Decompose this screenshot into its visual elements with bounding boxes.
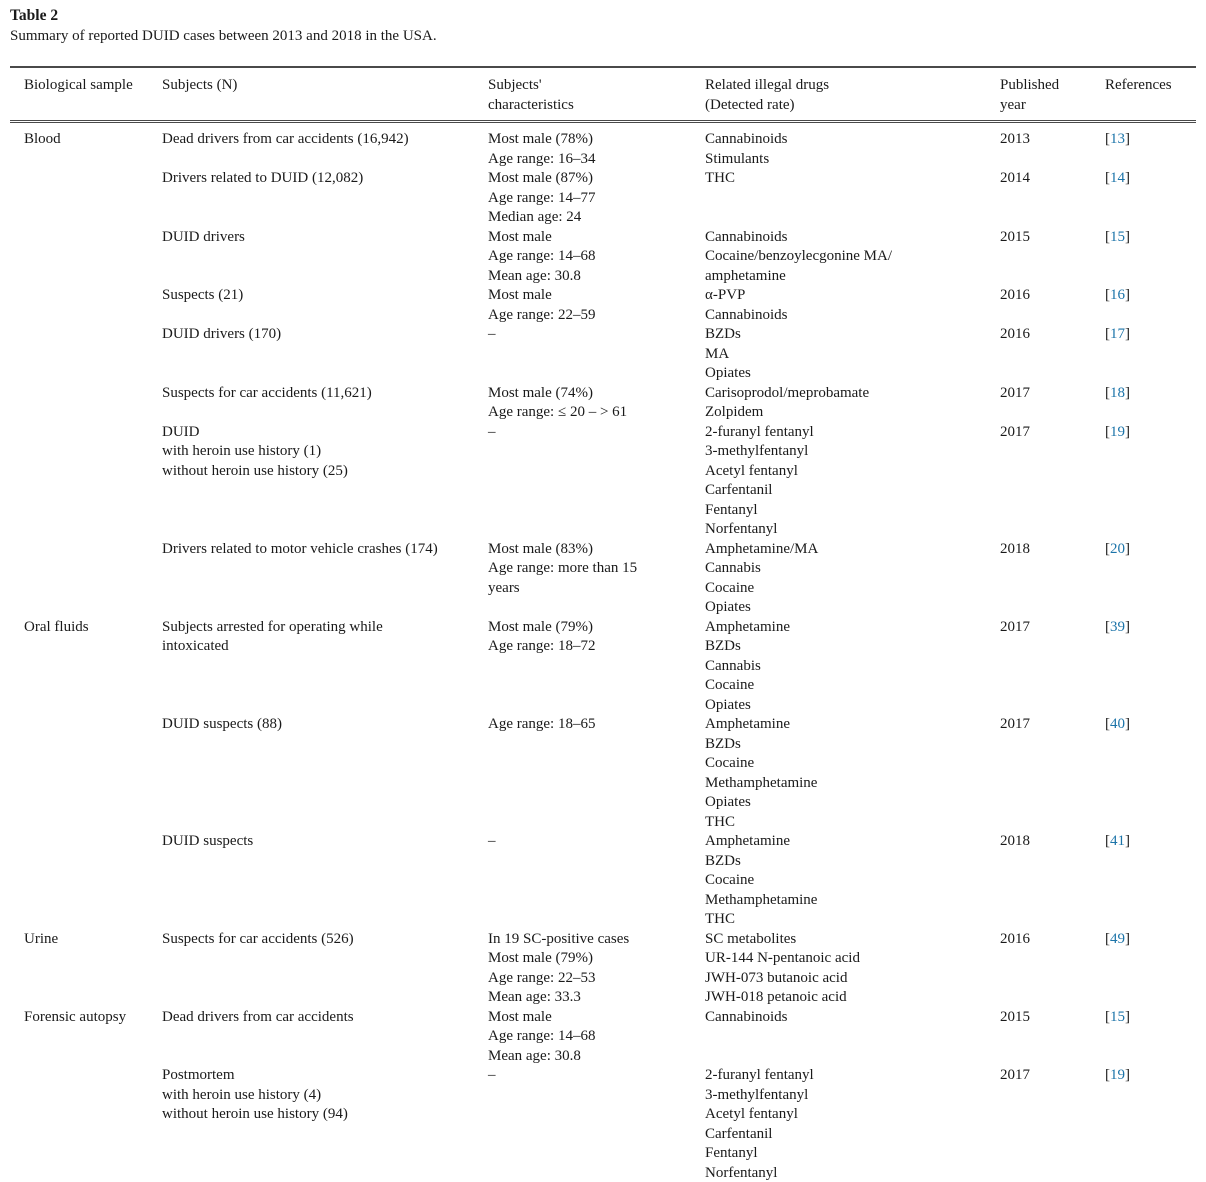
- subject-characteristics: [488, 286, 705, 325]
- reference-link[interactable]: [1105, 385, 1130, 401]
- column-header-related-illegal-drugs-detected-rate: [705, 68, 1000, 120]
- related-drugs-line: UR-144 N-pentanoic acid: [705, 950, 860, 966]
- related-drugs-line: JWH-073 butanoic acid: [705, 969, 848, 986]
- reference-link[interactable]: [1105, 170, 1130, 186]
- subjects-line: Drivers related to motor vehicle crashes (174): [162, 540, 438, 557]
- reference-bracket: [: [1105, 287, 1110, 303]
- related-drugs: [705, 930, 1000, 1008]
- reference-number: 49: [1110, 930, 1125, 947]
- subject-characteristics-line: –: [488, 1067, 496, 1083]
- subjects: [162, 618, 488, 657]
- subject-characteristics: [488, 423, 705, 443]
- reference-bracket: ]: [1125, 540, 1130, 557]
- related-drugs-line: Amphetamine: [705, 716, 790, 732]
- column-header-related-illegal-drugs-detected-rate-line: Related illegal drugs: [705, 77, 830, 93]
- column-header-references-line: References: [1105, 77, 1172, 93]
- subject-characteristics-line: –: [488, 833, 496, 849]
- related-drugs-line: THC: [705, 813, 735, 830]
- subject-characteristics-line: Mean age: 30.8: [488, 1047, 581, 1064]
- subject-characteristics-line: Age range: 14–77: [488, 189, 596, 206]
- table-row: [10, 930, 1196, 1008]
- subject-characteristics-line: Most male: [488, 228, 552, 245]
- subjects: [162, 1008, 488, 1028]
- reference-line: [1105, 325, 1188, 345]
- published-year-line: 2016: [1000, 326, 1030, 342]
- published-year: [1000, 618, 1105, 638]
- column-header-subjects-characteristics-line: Subjects': [488, 77, 542, 93]
- related-drugs-line: Opiates: [705, 365, 751, 381]
- reference-bracket: ]: [1125, 930, 1130, 947]
- column-header-subjects-characteristics-line: characteristics: [488, 97, 574, 113]
- subjects-line: with heroin use history (4): [162, 1086, 322, 1103]
- reference-link[interactable]: [1105, 287, 1130, 303]
- subject-characteristics-line: Age range: 22–53: [488, 969, 596, 986]
- reference-line: [1105, 930, 1188, 950]
- reference-bracket: ]: [1125, 384, 1130, 401]
- reference-link[interactable]: [1105, 1067, 1130, 1083]
- reference-line: [1105, 1066, 1188, 1086]
- related-drugs: [705, 423, 1000, 540]
- subject-characteristics-line: Age range: 16–34: [488, 150, 596, 167]
- related-drugs: [705, 286, 1000, 325]
- reference-number: 15: [1110, 228, 1125, 245]
- reference-cell: [1105, 325, 1196, 345]
- subject-characteristics-line: Most male (83%): [488, 540, 593, 557]
- related-drugs-line: Opiates: [705, 696, 751, 713]
- subjects: [162, 930, 488, 950]
- table-row: [10, 715, 1196, 832]
- reference-bracket: ]: [1125, 833, 1130, 849]
- related-drugs-line: 3-methylfentanyl: [705, 1086, 809, 1103]
- related-drugs: [705, 618, 1000, 716]
- reference-bracket: ]: [1125, 228, 1130, 245]
- biological-sample-line: Urine: [24, 930, 59, 947]
- subjects-line: without heroin use history (25): [162, 462, 348, 479]
- subject-characteristics-line: Most male: [488, 287, 552, 303]
- table-row: [10, 618, 1196, 716]
- column-header-subjects-characteristics: [488, 68, 705, 120]
- subject-characteristics-line: Age range: 22–59: [488, 306, 596, 323]
- related-drugs-line: Stimulants: [705, 150, 770, 167]
- reference-cell: [1105, 540, 1196, 560]
- related-drugs-line: Norfentanyl: [705, 1164, 778, 1181]
- related-drugs: [705, 169, 1000, 189]
- published-year-line: 2017: [1000, 384, 1030, 401]
- published-year-line: 2015: [1000, 1008, 1030, 1025]
- subject-characteristics-line: Most male: [488, 1008, 552, 1025]
- reference-bracket: ]: [1125, 1008, 1130, 1025]
- related-drugs-line: THC: [705, 170, 735, 186]
- related-drugs-line: Fentanyl: [705, 501, 758, 518]
- subjects-line: Postmortem: [162, 1067, 235, 1083]
- related-drugs-line: Carfentanil: [705, 482, 773, 498]
- reference-cell: [1105, 423, 1196, 443]
- related-drugs-line: 2-furanyl fentanyl: [705, 423, 814, 440]
- table-header: [10, 68, 1196, 120]
- subjects-line: with heroin use history (1): [162, 443, 322, 459]
- related-drugs: [705, 540, 1000, 618]
- subjects-line: without heroin use history (94): [162, 1106, 348, 1122]
- subjects-line: DUID suspects (88): [162, 716, 282, 732]
- biological-sample: [10, 123, 162, 150]
- reference-number: 14: [1110, 170, 1125, 186]
- published-year: [1000, 832, 1105, 852]
- table-row: [10, 384, 1196, 423]
- reference-number: 19: [1110, 1067, 1125, 1083]
- reference-bracket: ]: [1125, 716, 1130, 732]
- published-year-line: 2017: [1000, 423, 1030, 440]
- column-header-subjects-n-line: Subjects (N): [162, 77, 238, 93]
- reference-bracket: [: [1105, 1067, 1110, 1083]
- related-drugs: [705, 228, 1000, 287]
- subjects: [162, 715, 488, 735]
- reference-bracket: ]: [1125, 131, 1130, 147]
- subject-characteristics-line: Age range: more than 15: [488, 560, 638, 576]
- related-drugs: [705, 1008, 1000, 1028]
- reference-bracket: [: [1105, 930, 1110, 947]
- reference-cell: [1105, 930, 1196, 950]
- reference-cell: [1105, 1066, 1196, 1097]
- published-year: [1000, 540, 1105, 560]
- related-drugs-line: α-PVP: [705, 287, 746, 303]
- related-drugs-line: Amphetamine: [705, 833, 790, 849]
- biological-sample: [10, 618, 162, 638]
- subject-characteristics: [488, 618, 705, 657]
- subjects: [162, 832, 488, 852]
- published-year-line: 2018: [1000, 540, 1030, 557]
- subjects: [162, 540, 488, 560]
- published-year: [1000, 715, 1105, 735]
- reference-line: [1105, 832, 1188, 852]
- table-row: [10, 286, 1196, 325]
- table-row: [10, 832, 1196, 930]
- related-drugs-line: BZDs: [705, 638, 741, 654]
- subject-characteristics: [488, 1066, 705, 1097]
- related-drugs-line: 2-furanyl fentanyl: [705, 1067, 814, 1083]
- reference-link[interactable]: [1105, 716, 1130, 732]
- reference-bracket: ]: [1125, 618, 1130, 635]
- published-year: [1000, 384, 1105, 404]
- related-drugs-line: Cannabinoids: [705, 228, 788, 245]
- reference-cell: [1105, 228, 1196, 248]
- related-drugs-line: BZDs: [705, 326, 741, 342]
- reference-line: [1105, 423, 1188, 443]
- table-row: [10, 228, 1196, 287]
- subjects: [162, 169, 488, 189]
- reference-link[interactable]: [1105, 131, 1130, 147]
- subject-characteristics: [488, 930, 705, 1008]
- subject-characteristics-line: Most male (78%): [488, 131, 593, 147]
- reference-number: 13: [1110, 131, 1125, 147]
- reference-number: 19: [1110, 423, 1125, 440]
- reference-bracket: [: [1105, 170, 1110, 186]
- reference-number: 39: [1110, 618, 1125, 635]
- related-drugs-line: Cocaine: [705, 579, 755, 596]
- subject-characteristics-line: Age range: ≤ 20 – > 61: [488, 404, 628, 420]
- subjects: [162, 228, 488, 248]
- published-year-line: 2013: [1000, 131, 1030, 147]
- related-drugs-line: Opiates: [705, 599, 751, 615]
- reference-bracket: ]: [1125, 170, 1130, 186]
- related-drugs-line: Cocaine: [705, 677, 755, 693]
- related-drugs-line: MA: [705, 345, 730, 362]
- subject-characteristics: [488, 384, 705, 423]
- reference-bracket: ]: [1125, 326, 1130, 342]
- reference-link[interactable]: [1105, 619, 1130, 635]
- subjects-line: DUID suspects: [162, 833, 254, 849]
- subjects-line: Subjects arrested for operating while: [162, 618, 383, 635]
- column-header-published-year: [1000, 68, 1105, 120]
- reference-bracket: [: [1105, 618, 1110, 635]
- reference-number: 18: [1110, 384, 1125, 401]
- subject-characteristics: [488, 832, 705, 852]
- published-year-line: 2015: [1000, 228, 1030, 245]
- subject-characteristics: [488, 228, 705, 287]
- subject-characteristics-line: In 19 SC-positive cases: [488, 930, 630, 947]
- subjects-line: Drivers related to DUID (12,082): [162, 170, 364, 186]
- reference-cell: [1105, 832, 1196, 852]
- subjects-line: Suspects (21): [162, 287, 244, 303]
- published-year: [1000, 423, 1105, 443]
- related-drugs: [705, 1066, 1000, 1182]
- subject-characteristics: [488, 169, 705, 228]
- related-drugs: [705, 715, 1000, 832]
- related-drugs-line: Methamphetamine: [705, 774, 818, 791]
- related-drugs-line: Amphetamine: [705, 618, 790, 635]
- table-row: [10, 123, 1196, 169]
- related-drugs-line: BZDs: [705, 852, 741, 869]
- biological-sample: [10, 1008, 162, 1028]
- subject-characteristics-line: Most male (74%): [488, 384, 593, 401]
- related-drugs-line: BZDs: [705, 735, 741, 752]
- reference-link[interactable]: [1105, 1009, 1130, 1025]
- subject-characteristics-line: Most male (79%): [488, 618, 593, 635]
- related-drugs-line: Carisoprodol/meprobamate: [705, 384, 870, 401]
- reference-line: [1105, 169, 1188, 189]
- subject-characteristics-line: Mean age: 33.3: [488, 989, 581, 1005]
- related-drugs-line: Acetyl fentanyl: [705, 462, 798, 479]
- related-drugs: [705, 325, 1000, 384]
- reference-link[interactable]: [1105, 541, 1130, 557]
- subjects-line: DUID drivers (170): [162, 326, 282, 342]
- related-drugs-line: THC: [705, 911, 735, 927]
- published-year: [1000, 228, 1105, 248]
- reference-line: [1105, 618, 1188, 638]
- related-drugs-line: Carfentanil: [705, 1125, 773, 1142]
- reference-line: [1105, 540, 1188, 560]
- column-header-references: [1105, 68, 1196, 100]
- column-header-published-year-line: Published: [1000, 77, 1060, 93]
- reference-cell: [1105, 384, 1196, 404]
- subject-characteristics-line: Age range: 14–68: [488, 248, 596, 264]
- biological-sample: [10, 930, 162, 950]
- reference-bracket: ]: [1125, 1067, 1130, 1083]
- table-row: [10, 423, 1196, 540]
- column-header-subjects-n: [162, 68, 488, 100]
- published-year: [1000, 930, 1105, 950]
- subjects: [162, 325, 488, 345]
- reference-cell: [1105, 286, 1196, 306]
- related-drugs-line: Cannabinoids: [705, 1008, 788, 1025]
- reference-link[interactable]: [1105, 931, 1130, 947]
- reference-bracket: [: [1105, 228, 1110, 245]
- reference-bracket: [: [1105, 384, 1110, 401]
- related-drugs-line: Cannabinoids: [705, 131, 788, 147]
- reference-bracket: [: [1105, 131, 1110, 147]
- related-drugs: [705, 123, 1000, 169]
- subject-characteristics: [488, 325, 705, 345]
- reference-cell: [1105, 618, 1196, 638]
- subjects: [162, 384, 488, 404]
- related-drugs-line: Cannabis: [705, 657, 761, 674]
- published-year-line: 2016: [1000, 930, 1030, 947]
- subject-characteristics: [488, 715, 705, 735]
- table-caption: Summary of reported DUID cases between 2013 and 2018 in the USA.: [10, 28, 437, 44]
- subjects-line: Suspects for car accidents (11,621): [162, 384, 372, 401]
- biological-sample-line: Blood: [24, 131, 61, 147]
- reference-number: 20: [1110, 540, 1125, 557]
- subject-characteristics-line: years: [488, 579, 520, 596]
- published-year: [1000, 325, 1105, 345]
- reference-link[interactable]: [1105, 229, 1130, 245]
- reference-line: [1105, 228, 1188, 248]
- subject-characteristics-line: Most male (79%): [488, 950, 593, 966]
- published-year-line: 2017: [1000, 1067, 1030, 1083]
- reference-number: 15: [1110, 1008, 1125, 1025]
- reference-number: 40: [1110, 716, 1125, 732]
- subject-characteristics-line: –: [488, 326, 496, 342]
- reference-bracket: ]: [1125, 423, 1130, 440]
- related-drugs-line: Amphetamine/MA: [705, 540, 819, 557]
- published-year: [1000, 123, 1105, 150]
- subject-characteristics-line: –: [488, 423, 496, 440]
- subjects: [162, 123, 488, 150]
- reference-line: [1105, 384, 1188, 404]
- reference-number: 16: [1110, 287, 1125, 303]
- reference-line: [1105, 130, 1188, 150]
- published-year-line: 2018: [1000, 833, 1030, 849]
- column-header-published-year-line: year: [1000, 97, 1026, 113]
- reference-number: 17: [1110, 326, 1125, 342]
- subject-characteristics-line: Median age: 24: [488, 209, 582, 225]
- reference-line: [1105, 286, 1188, 306]
- subject-characteristics-line: Mean age: 30.8: [488, 267, 581, 284]
- related-drugs-line: Acetyl fentanyl: [705, 1106, 798, 1122]
- reference-line: [1105, 715, 1188, 735]
- subject-characteristics-line: Age range: 18–72: [488, 638, 596, 654]
- table-row: [10, 169, 1196, 228]
- subjects-line: DUID: [162, 423, 200, 440]
- reference-cell: [1105, 715, 1196, 735]
- reference-number: 41: [1110, 833, 1125, 849]
- subject-characteristics: [488, 1008, 705, 1067]
- related-drugs-line: Cannabis: [705, 560, 761, 576]
- published-year-line: 2016: [1000, 287, 1030, 303]
- subject-characteristics: [488, 540, 705, 599]
- reference-line: [1105, 1008, 1188, 1028]
- related-drugs-line: Opiates: [705, 794, 751, 810]
- reference-cell: [1105, 123, 1196, 150]
- column-header-related-illegal-drugs-detected-rate-line: (Detected rate): [705, 97, 795, 113]
- biological-sample-line: Forensic autopsy: [24, 1008, 127, 1025]
- related-drugs: [705, 384, 1000, 423]
- reference-bracket: [: [1105, 423, 1110, 440]
- subjects: [162, 286, 488, 306]
- related-drugs-line: amphetamine: [705, 267, 786, 284]
- table-row: [10, 1008, 1196, 1067]
- biological-sample-line: Oral fluids: [24, 618, 89, 635]
- related-drugs-line: Fentanyl: [705, 1145, 758, 1161]
- table-row: [10, 540, 1196, 618]
- reference-bracket: [: [1105, 833, 1110, 849]
- published-year: [1000, 286, 1105, 306]
- related-drugs-line: Methamphetamine: [705, 891, 818, 908]
- table-row: [10, 325, 1196, 384]
- reference-bracket: ]: [1125, 287, 1130, 303]
- reference-link[interactable]: [1105, 424, 1130, 440]
- related-drugs: [705, 832, 1000, 930]
- reference-cell: [1105, 1008, 1196, 1028]
- subjects-line: Dead drivers from car accidents: [162, 1008, 354, 1025]
- published-year: [1000, 1008, 1105, 1028]
- related-drugs-line: Cocaine: [705, 755, 755, 771]
- reference-bracket: [: [1105, 326, 1110, 342]
- subjects: [162, 1066, 488, 1136]
- reference-cell: [1105, 169, 1196, 189]
- published-year: [1000, 1066, 1105, 1097]
- column-header-biological-sample-line: Biological sample: [24, 77, 133, 93]
- reference-link[interactable]: [1105, 326, 1130, 342]
- related-drugs-line: Cocaine/benzoylecgonine MA/: [705, 248, 893, 264]
- reference-link[interactable]: [1105, 833, 1130, 849]
- subjects-line: Dead drivers from car accidents (16,942): [162, 131, 409, 147]
- related-drugs-line: Cannabinoids: [705, 306, 788, 323]
- published-year-line: 2014: [1000, 170, 1030, 186]
- biological-sample: [10, 1066, 162, 1077]
- related-drugs-line: Norfentanyl: [705, 521, 778, 537]
- reference-bracket: [: [1105, 540, 1110, 557]
- reference-bracket: [: [1105, 716, 1110, 732]
- published-year-line: 2017: [1000, 716, 1030, 732]
- table-row: [10, 1066, 1196, 1182]
- related-drugs-line: Cocaine: [705, 872, 755, 888]
- table-title: Table 2: [10, 7, 59, 24]
- related-drugs-line: Zolpidem: [705, 404, 764, 420]
- subject-characteristics-line: Age range: 14–68: [488, 1028, 596, 1044]
- subject-characteristics-line: Age range: 18–65: [488, 716, 596, 732]
- published-year: [1000, 169, 1105, 189]
- related-drugs-line: SC metabolites: [705, 930, 797, 947]
- subjects-line: DUID drivers: [162, 228, 245, 245]
- subjects: [162, 423, 488, 482]
- column-header-biological-sample: [10, 68, 162, 100]
- table-body: [10, 123, 1196, 1182]
- subject-characteristics: [488, 123, 705, 169]
- related-drugs-line: 3-methylfentanyl: [705, 443, 809, 459]
- reference-bracket: [: [1105, 1008, 1110, 1025]
- subjects-line: intoxicated: [162, 638, 229, 654]
- published-year-line: 2017: [1000, 618, 1030, 635]
- subject-characteristics-line: Most male (87%): [488, 170, 593, 186]
- related-drugs-line: JWH-018 petanoic acid: [705, 989, 847, 1005]
- subjects-line: Suspects for car accidents (526): [162, 930, 354, 947]
